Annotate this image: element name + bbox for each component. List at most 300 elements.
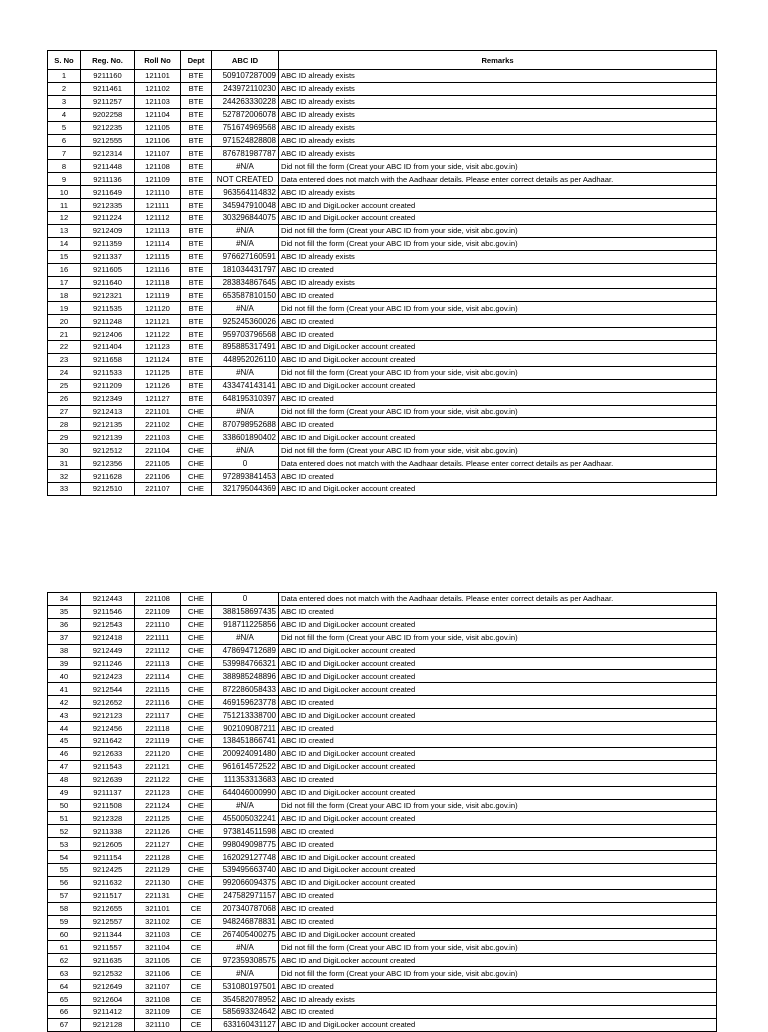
cell-abc-id: #N/A <box>212 405 279 418</box>
cell-abc-id: 539984766321 <box>212 657 279 670</box>
cell-remarks: ABC ID already exists <box>279 186 717 199</box>
cell-abc-id: 338601890402 <box>212 431 279 444</box>
cell-remarks: ABC ID and DigiLocker account created <box>279 618 717 631</box>
cell-roll-no: 221117 <box>135 709 181 722</box>
table-row <box>48 392 717 405</box>
cell-sno: 13 <box>48 224 81 237</box>
cell-reg-no: 9211337 <box>81 250 135 263</box>
cell-abc-id: 455005032241 <box>212 812 279 825</box>
cell-sno: 34 <box>48 593 81 606</box>
cell-dept: CHE <box>181 644 212 657</box>
cell-reg-no: 9212328 <box>81 812 135 825</box>
cell-roll-no: 221121 <box>135 760 181 773</box>
cell-roll-no: 321104 <box>135 941 181 954</box>
cell-reg-no: 9212557 <box>81 915 135 928</box>
cell-dept: BTE <box>181 353 212 366</box>
cell-abc-id: #N/A <box>212 237 279 250</box>
cell-remarks: ABC ID created <box>279 696 717 709</box>
cell-reg-no: 9211246 <box>81 657 135 670</box>
cell-reg-no: 9211248 <box>81 315 135 328</box>
cell-remarks: ABC ID already exists <box>279 121 717 134</box>
cell-reg-no: 9211649 <box>81 186 135 199</box>
cell-roll-no: 221127 <box>135 838 181 851</box>
table-row <box>48 341 717 354</box>
cell-reg-no: 9212605 <box>81 838 135 851</box>
header-roll-no: Roll No <box>135 51 181 70</box>
cell-dept: CHE <box>181 799 212 812</box>
cell-sno: 24 <box>48 366 81 379</box>
cell-remarks: ABC ID created <box>279 263 717 276</box>
cell-sno: 14 <box>48 237 81 250</box>
cell-sno: 1 <box>48 70 81 83</box>
cell-remarks: ABC ID and DigiLocker account created <box>279 747 717 760</box>
cell-remarks: ABC ID and DigiLocker account created <box>279 644 717 657</box>
cell-roll-no: 221102 <box>135 418 181 431</box>
cell-reg-no: 9211209 <box>81 379 135 392</box>
cell-dept: CHE <box>181 760 212 773</box>
header-reg-no: Reg. No. <box>81 51 135 70</box>
cell-dept: BTE <box>181 392 212 405</box>
cell-abc-id: 872286058433 <box>212 683 279 696</box>
cell-roll-no: 221107 <box>135 483 181 496</box>
cell-reg-no: 9212123 <box>81 709 135 722</box>
cell-reg-no: 9212443 <box>81 593 135 606</box>
cell-sno: 33 <box>48 483 81 496</box>
cell-dept: BTE <box>181 250 212 263</box>
cell-reg-no: 9212349 <box>81 392 135 405</box>
cell-roll-no: 121112 <box>135 211 181 224</box>
cell-roll-no: 321107 <box>135 980 181 993</box>
cell-dept: CHE <box>181 405 212 418</box>
cell-roll-no: 121111 <box>135 199 181 212</box>
cell-reg-no: 9211404 <box>81 341 135 354</box>
table-row <box>48 418 717 431</box>
cell-reg-no: 9212512 <box>81 444 135 457</box>
table-row <box>48 353 717 366</box>
cell-sno: 12 <box>48 211 81 224</box>
table-row <box>48 483 717 496</box>
table-row <box>48 237 717 250</box>
cell-reg-no: 9211632 <box>81 876 135 889</box>
cell-abc-id: 0 <box>212 457 279 470</box>
table-row <box>48 289 717 302</box>
cell-abc-id: 388158697435 <box>212 605 279 618</box>
cell-sno: 60 <box>48 928 81 941</box>
cell-abc-id: 585693324642 <box>212 1006 279 1019</box>
cell-sno: 18 <box>48 289 81 302</box>
abc-id-table-part-2 <box>47 592 717 1032</box>
cell-dept: CE <box>181 1018 212 1031</box>
cell-remarks: ABC ID and DigiLocker account created <box>279 954 717 967</box>
table-row <box>48 838 717 851</box>
table-row <box>48 722 717 735</box>
table-row <box>48 786 717 799</box>
cell-dept: BTE <box>181 366 212 379</box>
cell-roll-no: 121110 <box>135 186 181 199</box>
cell-sno: 65 <box>48 993 81 1006</box>
cell-remarks: ABC ID and DigiLocker account created <box>279 670 717 683</box>
table-row <box>48 864 717 877</box>
cell-roll-no: 221130 <box>135 876 181 889</box>
cell-abc-id: 531080197501 <box>212 980 279 993</box>
cell-abc-id: 0 <box>212 593 279 606</box>
cell-roll-no: 221115 <box>135 683 181 696</box>
cell-roll-no: 221114 <box>135 670 181 683</box>
cell-remarks: ABC ID and DigiLocker account created <box>279 928 717 941</box>
cell-reg-no: 9211160 <box>81 70 135 83</box>
cell-dept: CHE <box>181 734 212 747</box>
cell-roll-no: 121101 <box>135 70 181 83</box>
cell-sno: 25 <box>48 379 81 392</box>
table-row <box>48 889 717 902</box>
cell-reg-no: 9211154 <box>81 851 135 864</box>
cell-remarks: ABC ID and DigiLocker account created <box>279 211 717 224</box>
cell-reg-no: 9212456 <box>81 722 135 735</box>
cell-remarks: Did not fill the form (Creat your ABC ID from your side, visit abc.gov.in) <box>279 366 717 379</box>
table-row <box>48 915 717 928</box>
cell-reg-no: 9212356 <box>81 457 135 470</box>
cell-abc-id: 111353313683 <box>212 773 279 786</box>
table-row <box>48 134 717 147</box>
cell-roll-no: 221123 <box>135 786 181 799</box>
cell-sno: 20 <box>48 315 81 328</box>
cell-sno: 56 <box>48 876 81 889</box>
table-row <box>48 825 717 838</box>
header-row <box>48 51 717 70</box>
cell-dept: CHE <box>181 747 212 760</box>
cell-remarks: ABC ID already exists <box>279 134 717 147</box>
cell-dept: BTE <box>181 82 212 95</box>
cell-abc-id: 181034431797 <box>212 263 279 276</box>
cell-reg-no: 9212335 <box>81 199 135 212</box>
cell-remarks: ABC ID already exists <box>279 147 717 160</box>
cell-dept: BTE <box>181 147 212 160</box>
cell-dept: CHE <box>181 457 212 470</box>
cell-roll-no: 121103 <box>135 95 181 108</box>
cell-reg-no: 9212544 <box>81 683 135 696</box>
cell-reg-no: 9211338 <box>81 825 135 838</box>
cell-roll-no: 321106 <box>135 967 181 980</box>
cell-roll-no: 221119 <box>135 734 181 747</box>
table-row <box>48 876 717 889</box>
cell-dept: BTE <box>181 70 212 83</box>
cell-reg-no: 9211557 <box>81 941 135 954</box>
cell-reg-no: 9211546 <box>81 605 135 618</box>
cell-abc-id: 509107287009 <box>212 70 279 83</box>
cell-abc-id: 961614572522 <box>212 760 279 773</box>
cell-sno: 21 <box>48 328 81 341</box>
cell-abc-id: 972893841453 <box>212 470 279 483</box>
cell-dept: CHE <box>181 444 212 457</box>
cell-abc-id: 644046000990 <box>212 786 279 799</box>
cell-sno: 58 <box>48 902 81 915</box>
cell-dept: BTE <box>181 160 212 173</box>
table-row <box>48 980 717 993</box>
cell-sno: 63 <box>48 967 81 980</box>
cell-remarks: ABC ID created <box>279 289 717 302</box>
cell-sno: 47 <box>48 760 81 773</box>
cell-dept: CE <box>181 902 212 915</box>
cell-abc-id: 162029127748 <box>212 851 279 864</box>
cell-dept: CHE <box>181 825 212 838</box>
cell-remarks: Did not fill the form (Creat your ABC ID from your side, visit abc.gov.in) <box>279 444 717 457</box>
cell-roll-no: 221106 <box>135 470 181 483</box>
cell-abc-id: NOT CREATED <box>212 173 279 186</box>
table-body-1 <box>48 70 717 496</box>
cell-roll-no: 121118 <box>135 276 181 289</box>
cell-remarks: ABC ID and DigiLocker account created <box>279 876 717 889</box>
cell-reg-no: 9212128 <box>81 1018 135 1031</box>
cell-remarks: ABC ID and DigiLocker account created <box>279 341 717 354</box>
cell-abc-id: 925245360026 <box>212 315 279 328</box>
cell-remarks: ABC ID and DigiLocker account created <box>279 760 717 773</box>
cell-roll-no: 121109 <box>135 173 181 186</box>
cell-dept: CHE <box>181 631 212 644</box>
cell-sno: 49 <box>48 786 81 799</box>
cell-reg-no: 9212409 <box>81 224 135 237</box>
cell-sno: 32 <box>48 470 81 483</box>
cell-roll-no: 121115 <box>135 250 181 263</box>
table-row <box>48 366 717 379</box>
table-row <box>48 993 717 1006</box>
cell-dept: CHE <box>181 709 212 722</box>
cell-sno: 48 <box>48 773 81 786</box>
cell-reg-no: 9211533 <box>81 366 135 379</box>
table-row <box>48 954 717 967</box>
cell-sno: 26 <box>48 392 81 405</box>
cell-remarks: Did not fill the form (Creat your ABC ID from your side, visit abc.gov.in) <box>279 302 717 315</box>
cell-reg-no: 9211658 <box>81 353 135 366</box>
cell-abc-id: 243972110230 <box>212 82 279 95</box>
abc-id-table-part-1 <box>47 50 717 496</box>
cell-abc-id: #N/A <box>212 799 279 812</box>
table-row <box>48 224 717 237</box>
cell-abc-id: 876781987787 <box>212 147 279 160</box>
cell-reg-no: 9211137 <box>81 786 135 799</box>
cell-dept: BTE <box>181 186 212 199</box>
cell-roll-no: 221128 <box>135 851 181 864</box>
cell-roll-no: 221105 <box>135 457 181 470</box>
cell-abc-id: #N/A <box>212 941 279 954</box>
cell-abc-id: 972359308575 <box>212 954 279 967</box>
table-row <box>48 276 717 289</box>
cell-dept: BTE <box>181 95 212 108</box>
cell-roll-no: 121113 <box>135 224 181 237</box>
cell-sno: 19 <box>48 302 81 315</box>
cell-sno: 43 <box>48 709 81 722</box>
cell-reg-no: 9212406 <box>81 328 135 341</box>
cell-roll-no: 121122 <box>135 328 181 341</box>
cell-roll-no: 221113 <box>135 657 181 670</box>
table-row <box>48 431 717 444</box>
cell-abc-id: 751674969568 <box>212 121 279 134</box>
cell-remarks: ABC ID already exists <box>279 95 717 108</box>
cell-remarks: Did not fill the form (Creat your ABC ID from your side, visit abc.gov.in) <box>279 405 717 418</box>
cell-remarks: Data entered does not match with the Aadhaar details. Please enter correct details as per Aadhaar. <box>279 457 717 470</box>
cell-remarks: ABC ID and DigiLocker account created <box>279 812 717 825</box>
table-row <box>48 1006 717 1019</box>
table-row <box>48 967 717 980</box>
cell-roll-no: 121102 <box>135 82 181 95</box>
cell-dept: CHE <box>181 670 212 683</box>
cell-dept: CHE <box>181 864 212 877</box>
cell-abc-id: 653587810150 <box>212 289 279 302</box>
cell-abc-id: 895885317491 <box>212 341 279 354</box>
cell-abc-id: 971524828808 <box>212 134 279 147</box>
cell-abc-id: 469159623778 <box>212 696 279 709</box>
cell-reg-no: 9212425 <box>81 864 135 877</box>
table-row <box>48 593 717 606</box>
table-row <box>48 760 717 773</box>
table-row <box>48 631 717 644</box>
table-row <box>48 812 717 825</box>
cell-dept: BTE <box>181 328 212 341</box>
table-row <box>48 444 717 457</box>
cell-remarks: ABC ID already exists <box>279 82 717 95</box>
cell-dept: BTE <box>181 237 212 250</box>
cell-remarks: ABC ID already exists <box>279 70 717 83</box>
cell-abc-id: 648195310397 <box>212 392 279 405</box>
cell-reg-no: 9211642 <box>81 734 135 747</box>
header-dept: Dept <box>181 51 212 70</box>
cell-remarks: ABC ID and DigiLocker account created <box>279 379 717 392</box>
cell-abc-id: 433474143141 <box>212 379 279 392</box>
cell-reg-no: 9211448 <box>81 160 135 173</box>
cell-sno: 40 <box>48 670 81 683</box>
cell-remarks: ABC ID and DigiLocker account created <box>279 683 717 696</box>
cell-reg-no: 9211136 <box>81 173 135 186</box>
table-row <box>48 315 717 328</box>
cell-remarks: ABC ID created <box>279 722 717 735</box>
cell-remarks: ABC ID and DigiLocker account created <box>279 786 717 799</box>
cell-remarks: ABC ID and DigiLocker account created <box>279 353 717 366</box>
cell-sno: 39 <box>48 657 81 670</box>
cell-sno: 28 <box>48 418 81 431</box>
cell-reg-no: 9202258 <box>81 108 135 121</box>
cell-reg-no: 9211508 <box>81 799 135 812</box>
cell-reg-no: 9211628 <box>81 470 135 483</box>
cell-reg-no: 9211517 <box>81 889 135 902</box>
cell-abc-id: 448952026110 <box>212 353 279 366</box>
cell-sno: 22 <box>48 341 81 354</box>
cell-dept: CHE <box>181 773 212 786</box>
cell-sno: 6 <box>48 134 81 147</box>
cell-sno: 35 <box>48 605 81 618</box>
table-row <box>48 405 717 418</box>
cell-abc-id: #N/A <box>212 302 279 315</box>
cell-sno: 57 <box>48 889 81 902</box>
cell-abc-id: 283834867645 <box>212 276 279 289</box>
cell-remarks: ABC ID created <box>279 734 717 747</box>
cell-sno: 37 <box>48 631 81 644</box>
cell-remarks: ABC ID and DigiLocker account created <box>279 431 717 444</box>
cell-reg-no: 9211412 <box>81 1006 135 1019</box>
cell-roll-no: 121105 <box>135 121 181 134</box>
cell-abc-id: 478694712689 <box>212 644 279 657</box>
cell-abc-id: 998049098775 <box>212 838 279 851</box>
cell-dept: CHE <box>181 722 212 735</box>
cell-reg-no: 9212449 <box>81 644 135 657</box>
cell-remarks: ABC ID created <box>279 392 717 405</box>
cell-remarks: ABC ID created <box>279 1006 717 1019</box>
cell-roll-no: 221125 <box>135 812 181 825</box>
cell-roll-no: 221120 <box>135 747 181 760</box>
table-row <box>48 250 717 263</box>
table-row <box>48 470 717 483</box>
cell-dept: CE <box>181 915 212 928</box>
cell-sno: 9 <box>48 173 81 186</box>
cell-sno: 67 <box>48 1018 81 1031</box>
cell-roll-no: 121114 <box>135 237 181 250</box>
cell-dept: CHE <box>181 593 212 606</box>
cell-dept: CHE <box>181 876 212 889</box>
cell-roll-no: 221131 <box>135 889 181 902</box>
cell-sno: 3 <box>48 95 81 108</box>
cell-dept: CHE <box>181 838 212 851</box>
cell-abc-id: 902109087211 <box>212 722 279 735</box>
cell-dept: BTE <box>181 341 212 354</box>
cell-dept: CHE <box>181 483 212 496</box>
cell-remarks: ABC ID and DigiLocker account created <box>279 709 717 722</box>
cell-reg-no: 9212655 <box>81 902 135 915</box>
cell-abc-id: 527872006078 <box>212 108 279 121</box>
cell-sno: 29 <box>48 431 81 444</box>
cell-dept: BTE <box>181 263 212 276</box>
cell-dept: BTE <box>181 289 212 302</box>
cell-sno: 64 <box>48 980 81 993</box>
cell-reg-no: 9211635 <box>81 954 135 967</box>
table-row <box>48 851 717 864</box>
cell-roll-no: 221118 <box>135 722 181 735</box>
cell-dept: BTE <box>181 121 212 134</box>
cell-sno: 54 <box>48 851 81 864</box>
cell-dept: BTE <box>181 199 212 212</box>
cell-remarks: ABC ID created <box>279 315 717 328</box>
cell-remarks: ABC ID and DigiLocker account created <box>279 851 717 864</box>
cell-sno: 10 <box>48 186 81 199</box>
cell-roll-no: 121106 <box>135 134 181 147</box>
cell-abc-id: #N/A <box>212 631 279 644</box>
cell-reg-no: 9212555 <box>81 134 135 147</box>
cell-remarks: ABC ID created <box>279 328 717 341</box>
cell-abc-id: 963564114832 <box>212 186 279 199</box>
table-row <box>48 457 717 470</box>
cell-dept: CHE <box>181 657 212 670</box>
cell-sno: 62 <box>48 954 81 967</box>
cell-sno: 30 <box>48 444 81 457</box>
cell-abc-id: 354582078952 <box>212 993 279 1006</box>
cell-sno: 17 <box>48 276 81 289</box>
cell-sno: 42 <box>48 696 81 709</box>
cell-reg-no: 9212423 <box>81 670 135 683</box>
table-row <box>48 108 717 121</box>
cell-abc-id: #N/A <box>212 444 279 457</box>
cell-dept: CHE <box>181 618 212 631</box>
cell-remarks: ABC ID created <box>279 915 717 928</box>
cell-abc-id: #N/A <box>212 224 279 237</box>
cell-roll-no: 221110 <box>135 618 181 631</box>
cell-abc-id: 539495663740 <box>212 864 279 877</box>
cell-remarks: ABC ID created <box>279 980 717 993</box>
cell-dept: CE <box>181 954 212 967</box>
cell-dept: CE <box>181 1006 212 1019</box>
cell-reg-no: 9212649 <box>81 980 135 993</box>
cell-roll-no: 121104 <box>135 108 181 121</box>
table-row <box>48 657 717 670</box>
table-row <box>48 709 717 722</box>
cell-abc-id: 244263330228 <box>212 95 279 108</box>
cell-dept: BTE <box>181 211 212 224</box>
